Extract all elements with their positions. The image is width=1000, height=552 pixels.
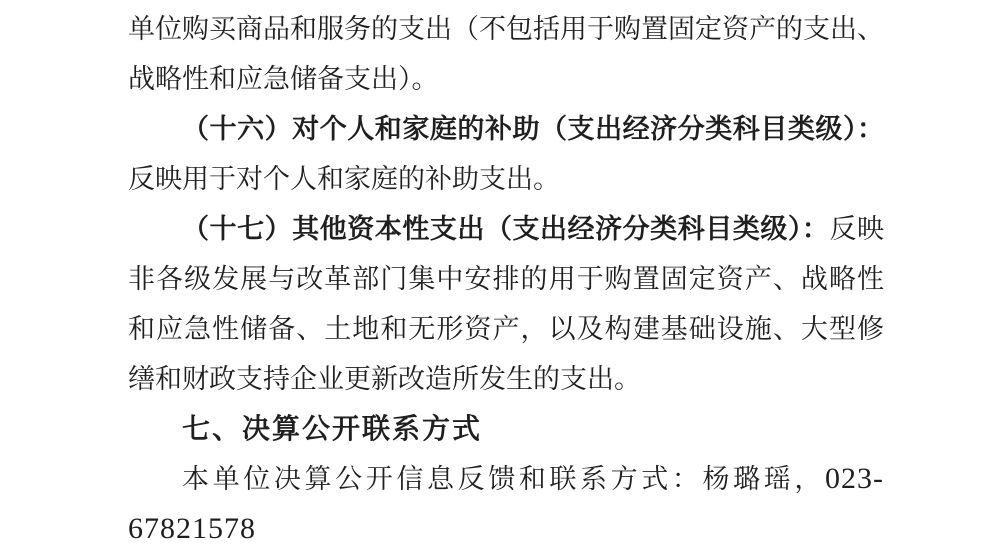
text-column (128, 4, 884, 552)
text-segment: 67821578 (128, 512, 256, 545)
text-segment: 023- (825, 462, 884, 495)
text-segment: 战略性和应急储备支出）。 (128, 64, 439, 94)
text-line (128, 54, 884, 104)
text-line (128, 454, 884, 504)
text-line (128, 204, 884, 254)
text-segment: 本单位决算公开信息反馈和联系方式：杨璐瑶， (182, 464, 825, 494)
text-line (128, 4, 884, 54)
text-segment: 单位购买商品和服务的支出（不包括用于购置固定资产的支出、 (128, 14, 884, 44)
bold-text-segment: （十七）其他资本性支出（支出经济分类科目类级）： (182, 214, 830, 244)
section-heading (128, 404, 884, 454)
text-segment: 非各级发展与改革部门集中安排的用于购置固定资产、战略性 (128, 264, 884, 294)
bold-text-segment: 七、决算公开联系方式 (182, 413, 483, 444)
text-line (128, 254, 884, 304)
bold-text-segment: （十六）对个人和家庭的补助（支出经济分类科目类级）： (182, 114, 884, 144)
text-segment: 缮和财政支持企业更新改造所发生的支出。 (128, 364, 641, 394)
text-line (128, 354, 884, 404)
text-line (128, 154, 884, 204)
text-line (128, 504, 884, 552)
text-line (128, 304, 884, 354)
text-segment: 反映用于对个人和家庭的补助支出。 (128, 164, 560, 194)
text-segment: 反映 (829, 214, 884, 244)
text-segment: 和应急性储备、土地和无形资产，以及构建基础设施、大型修 (128, 314, 884, 344)
text-line (128, 104, 884, 154)
